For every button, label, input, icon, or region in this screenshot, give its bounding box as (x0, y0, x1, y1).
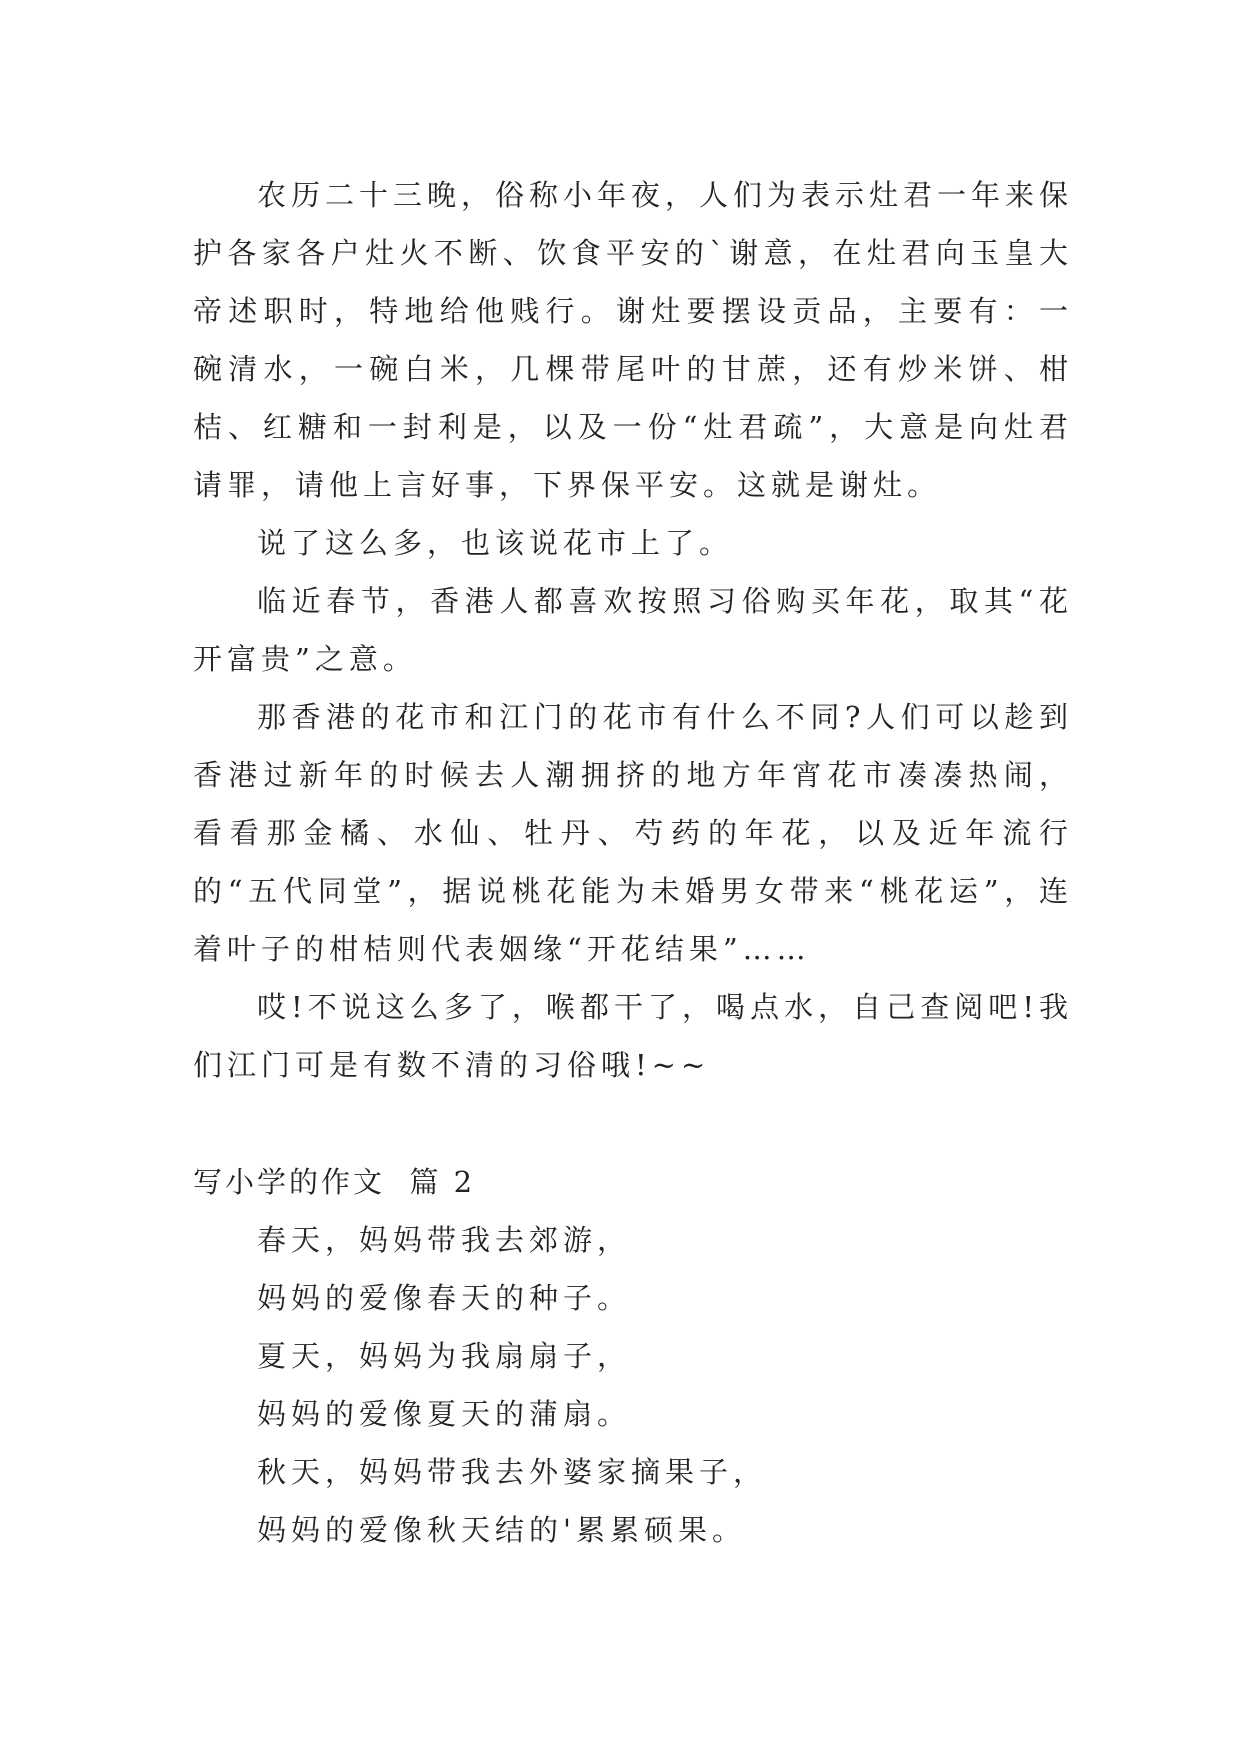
poem-line: 夏天，妈妈为我扇扇子， (257, 1339, 632, 1373)
paragraph-kitchen-god: 农历二十三晚，俗称小年夜，人们为表示灶君一年来保护各家各户灶火不断、饮食平安的`谢意，在灶君向玉皇大帝述职时，特地给他贱行。谢灶要摆设贡品，主要有：一碗清水，一碗白米，几棵带尾叶的甘蔗，还有炒米饼、柑桔、红糖和一封利是，以及一份“灶君疏”，大意是向灶君请罪，请他上言好事，下界保平安。这就是谢灶。 (193, 178, 1074, 502)
paragraph-new-year-flowers: 临近春节，香港人都喜欢按照习俗购买年花，取其“花开富贵”之意。 (193, 584, 1073, 676)
poem-line: 秋天，妈妈带我去外婆家摘果子， (257, 1455, 768, 1489)
article-2-poem (257, 1211, 1077, 1559)
poem-line: 妈妈的爱像春天的种子。 (257, 1281, 632, 1315)
poem-line: 妈妈的爱像夏天的蒲扇。 (257, 1397, 632, 1431)
poem-line: 春天，妈妈带我去郊游， (257, 1223, 632, 1257)
poem-line: 妈妈的爱像秋天结的'累累硕果。 (257, 1513, 746, 1547)
article-1-body (193, 166, 1073, 1094)
paragraph-hongkong-market: 那香港的花市和江门的花市有什么不同?人们可以趁到香港过新年的时候去人潮拥挤的地方年宵花市凑凑热闹，看看那金橘、水仙、牡丹、芍药的年花，以及近年流行的“五代同堂”，据说桃花能为未婚男女带来“桃花运”，连着叶子的柑桔则代表姻缘“开花结果”…… (193, 700, 1073, 966)
paragraph-flower-market-intro: 说了这么多，也该说花市上了。 (257, 526, 734, 560)
article-2-heading: 写小学的作文 篇 2 (193, 1165, 476, 1199)
paragraph-closing: 哎!不说这么多了，喉都干了，喝点水，自己查阅吧!我们江门可是有数不清的习俗哦!~~ (193, 990, 1073, 1082)
